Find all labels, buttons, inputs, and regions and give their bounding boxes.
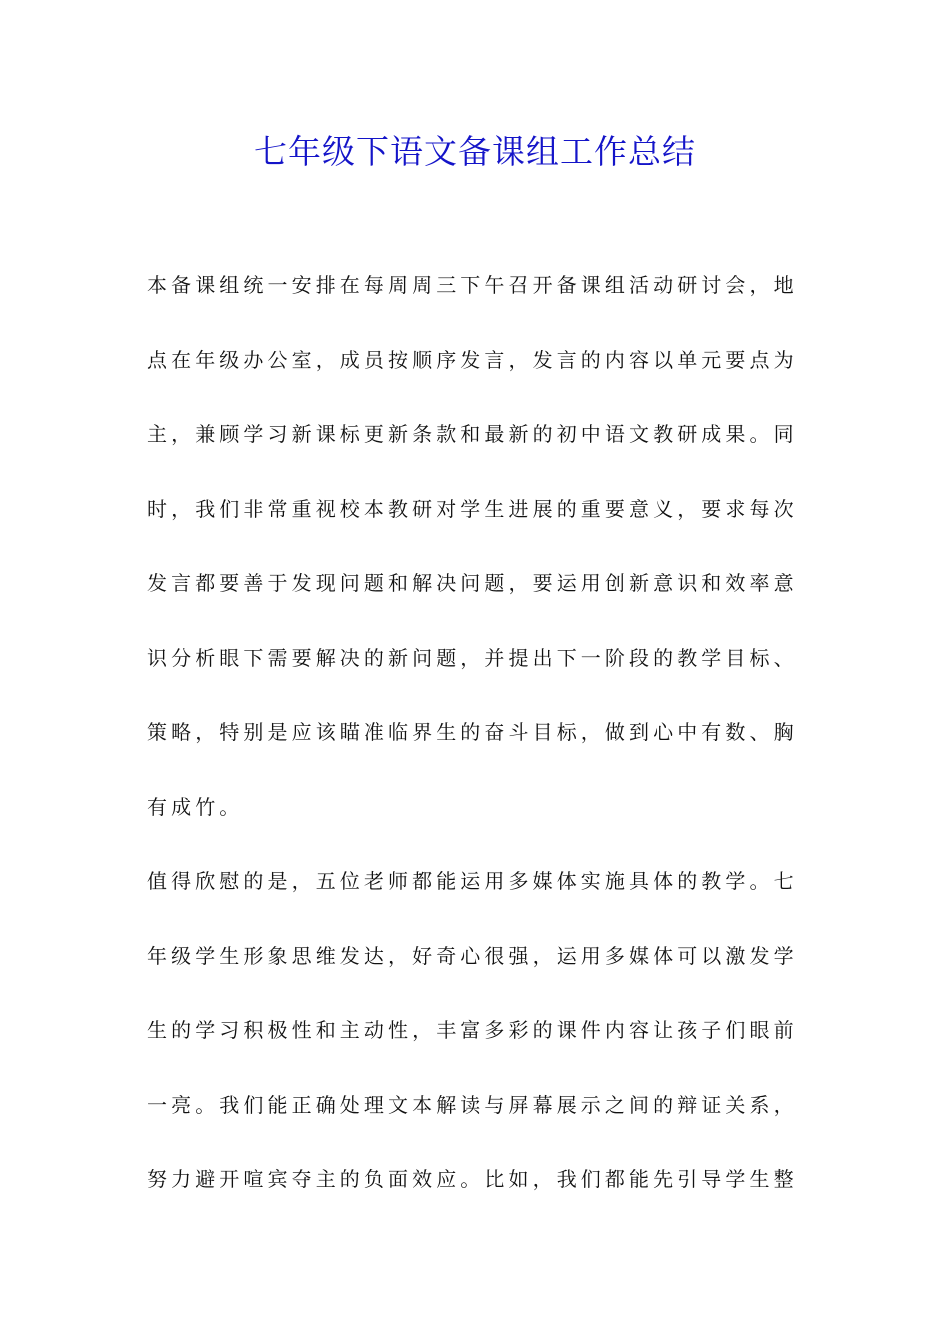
text-line: 年级学生形象思维发达，好奇心很强，运用多媒体可以激发学 (147, 943, 798, 968)
text-line: 发言都要善于发现问题和解决问题，要运用创新意识和效率意 (147, 571, 798, 595)
document-body (147, 263, 807, 1232)
text-line: 一亮。我们能正确处理文本解读与屏幕展示之间的辩证关系， (147, 1092, 798, 1117)
text-line: 生的学习积极性和主动性，丰富多彩的课件内容让孩子们眼前 (147, 1018, 798, 1042)
text-line: 本备课组统一安排在每周周三下午召开备课组活动研讨会，地 (147, 273, 798, 297)
text-line: 时，我们非常重视校本教研对学生进展的重要意义，要求每次 (147, 496, 798, 521)
document-title: 七年级下语文备课组工作总结 (254, 132, 696, 171)
text-line: 点在年级办公室，成员按顺序发言，发言的内容以单元要点为 (147, 347, 798, 372)
text-line: 努力避开喧宾夺主的负面效应。比如，我们都能先引导学生整 (147, 1167, 798, 1191)
text-line: 策略，特别是应该瞄准临界生的奋斗目标，做到心中有数、胸 (147, 720, 798, 744)
text-line: 值得欣慰的是，五位老师都能运用多媒体实施具体的教学。七 (147, 869, 798, 893)
text-line: 主，兼顾学习新课标更新条款和最新的初中语文教研成果。同 (147, 422, 798, 446)
text-line: 识分析眼下需要解决的新问题，并提出下一阶段的教学目标、 (147, 645, 798, 670)
text-line: 有成竹。 (147, 794, 244, 819)
